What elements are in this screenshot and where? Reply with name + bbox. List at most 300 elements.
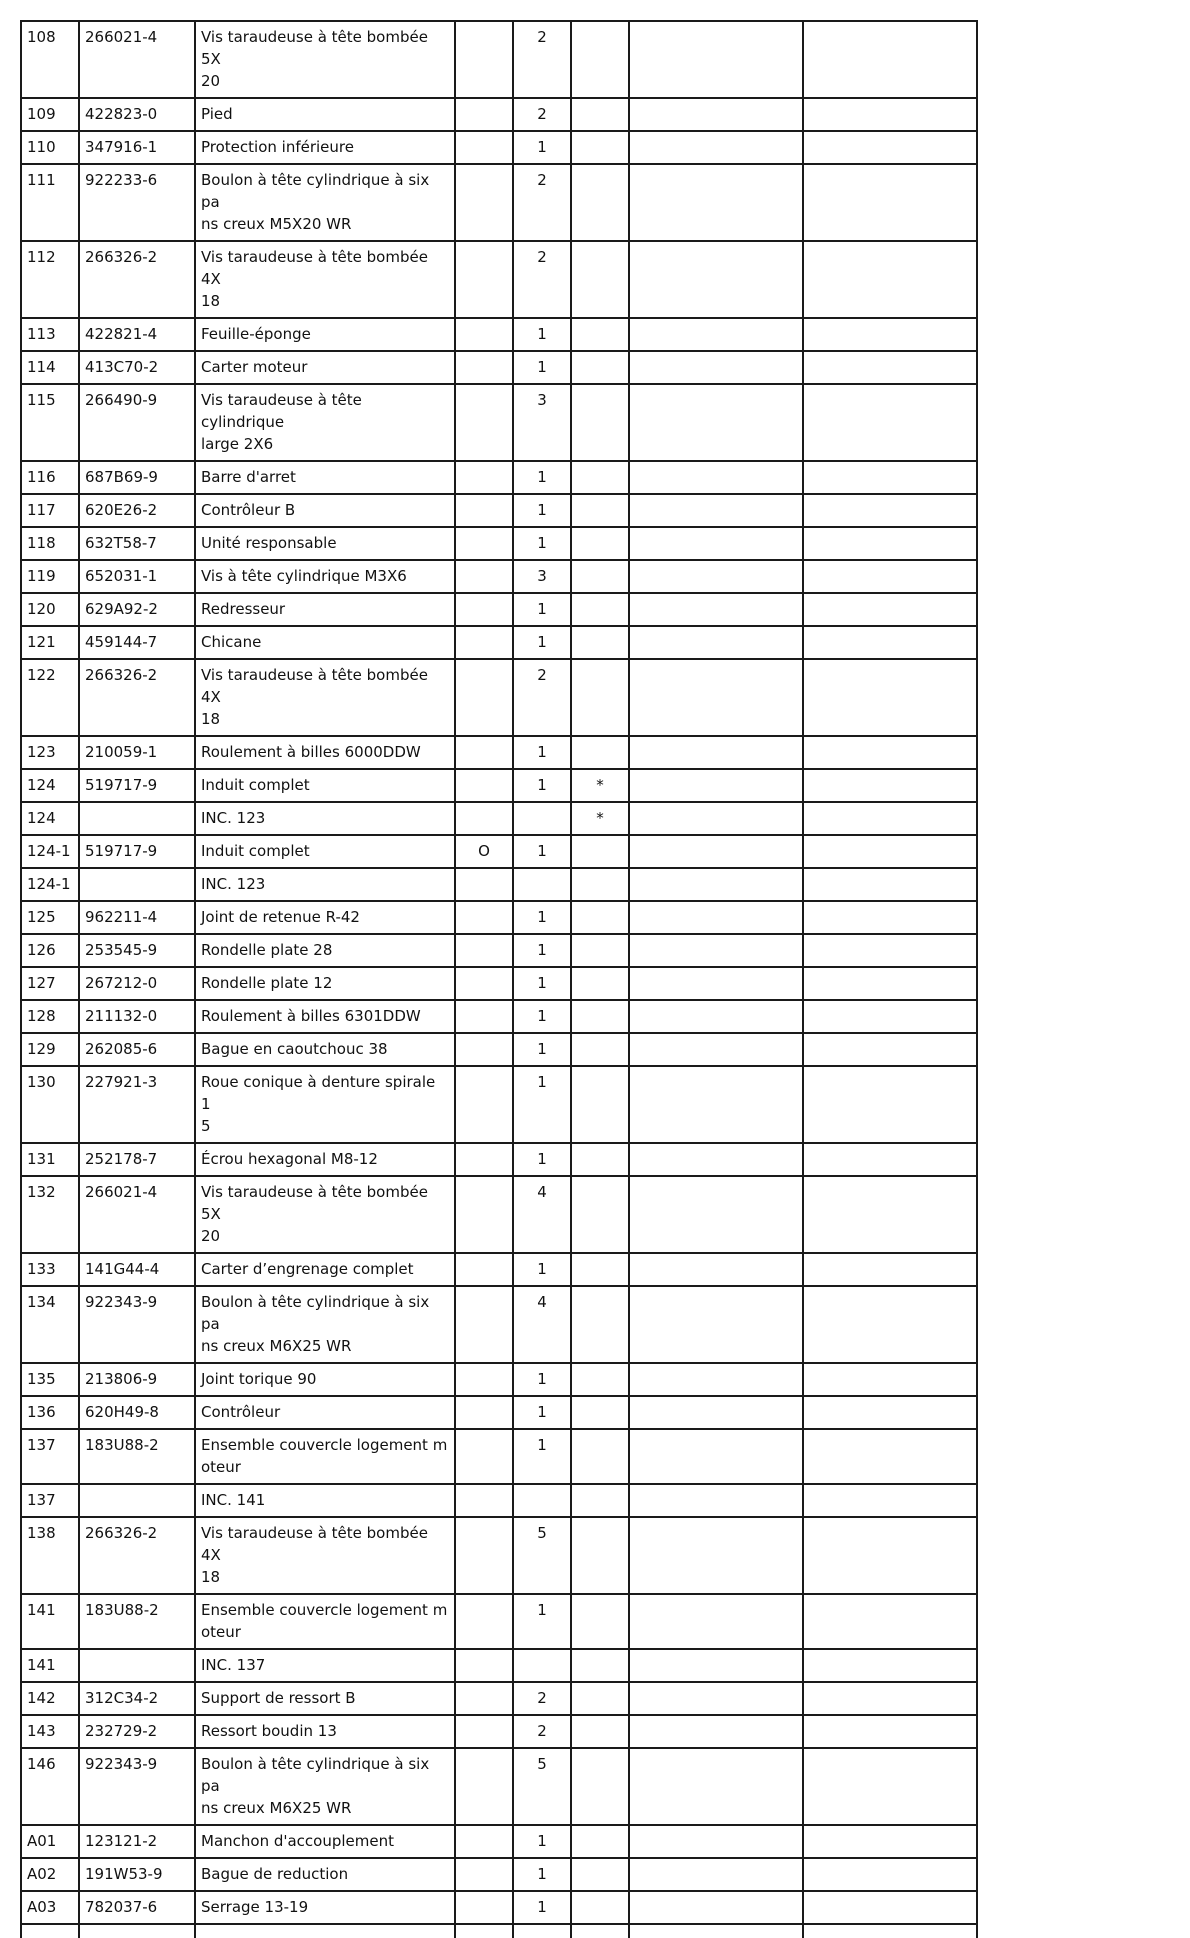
- note-mark-cell: [571, 868, 629, 901]
- option-cell: [455, 1286, 513, 1363]
- table-row: [21, 1363, 977, 1396]
- part-reference-cell: [79, 868, 195, 901]
- blank-cell: [629, 21, 803, 98]
- description-cell: Feuille-éponge: [195, 318, 455, 351]
- note-mark-cell: [571, 494, 629, 527]
- part-reference-cell: 782037-6: [79, 1891, 195, 1924]
- description-cell: Roue conique à denture spirale 1 5: [195, 1066, 455, 1143]
- table-row: [21, 1594, 977, 1649]
- option-cell: [455, 164, 513, 241]
- item-number-cell: 115: [21, 384, 79, 461]
- part-reference-cell: 922343-9: [79, 1286, 195, 1363]
- blank-cell: [803, 1143, 977, 1176]
- item-number-cell: 113: [21, 318, 79, 351]
- option-cell: [455, 901, 513, 934]
- part-reference-cell: 253545-9: [79, 934, 195, 967]
- table-row: [21, 1715, 977, 1748]
- quantity-cell: 1: [513, 1858, 571, 1891]
- description-cell: Boulon à tête cylindrique à six pa ns creux M6X25 WR: [195, 1286, 455, 1363]
- quantity-cell: 4: [513, 1176, 571, 1253]
- table-row: [21, 241, 977, 318]
- blank-cell: [803, 1825, 977, 1858]
- item-number-cell: 127: [21, 967, 79, 1000]
- part-reference-cell: 620H49-8: [79, 1396, 195, 1429]
- blank-cell: [803, 1858, 977, 1891]
- note-mark-cell: [571, 241, 629, 318]
- blank-cell: [803, 868, 977, 901]
- quantity-cell: 3: [513, 384, 571, 461]
- quantity-cell: 2: [513, 98, 571, 131]
- blank-cell: [455, 1924, 513, 1938]
- blank-cell: [803, 1594, 977, 1649]
- quantity-cell: 1: [513, 1594, 571, 1649]
- blank-cell: [803, 131, 977, 164]
- item-number-cell: 128: [21, 1000, 79, 1033]
- blank-cell: [629, 241, 803, 318]
- blank-cell: [803, 351, 977, 384]
- blank-cell: [803, 494, 977, 527]
- description-cell: Protection inférieure: [195, 131, 455, 164]
- description-cell: INC. 123: [195, 868, 455, 901]
- item-number-cell: A01: [21, 1825, 79, 1858]
- description-cell: Chicane: [195, 626, 455, 659]
- option-cell: [455, 1594, 513, 1649]
- option-cell: [455, 769, 513, 802]
- part-reference-cell: 620E26-2: [79, 494, 195, 527]
- part-reference-cell: 266326-2: [79, 659, 195, 736]
- part-reference-cell: 183U88-2: [79, 1594, 195, 1649]
- option-cell: [455, 1649, 513, 1682]
- item-number-cell: 146: [21, 1748, 79, 1825]
- item-number-cell: 123: [21, 736, 79, 769]
- blank-cell: [629, 1286, 803, 1363]
- item-number-cell: 132: [21, 1176, 79, 1253]
- blank-cell: [629, 1682, 803, 1715]
- description-cell: Support de ressort B: [195, 1682, 455, 1715]
- blank-cell: [629, 1715, 803, 1748]
- option-cell: [455, 1715, 513, 1748]
- blank-cell: [629, 527, 803, 560]
- item-number-cell: 142: [21, 1682, 79, 1715]
- table-row: [21, 1682, 977, 1715]
- part-reference-cell: 422823-0: [79, 98, 195, 131]
- table-row: [21, 1517, 977, 1594]
- quantity-cell: 1: [513, 626, 571, 659]
- description-cell: Rondelle plate 12: [195, 967, 455, 1000]
- note-mark-cell: [571, 736, 629, 769]
- option-cell: [455, 131, 513, 164]
- item-number-cell: 116: [21, 461, 79, 494]
- item-number-cell: 137: [21, 1484, 79, 1517]
- blank-cell: [629, 1253, 803, 1286]
- item-number-cell: 110: [21, 131, 79, 164]
- quantity-cell: 3: [513, 560, 571, 593]
- item-number-cell: 118: [21, 527, 79, 560]
- description-cell: Vis à tête cylindrique M3X6: [195, 560, 455, 593]
- note-mark-cell: [571, 1253, 629, 1286]
- note-mark-cell: [571, 1363, 629, 1396]
- description-cell: Induit complet: [195, 835, 455, 868]
- blank-cell: [803, 560, 977, 593]
- table-row: [21, 659, 977, 736]
- option-cell: [455, 1000, 513, 1033]
- blank-cell: [803, 1715, 977, 1748]
- blank-cell: [803, 736, 977, 769]
- note-mark-cell: *: [571, 769, 629, 802]
- part-reference-cell: 312C34-2: [79, 1682, 195, 1715]
- quantity-cell: 1: [513, 769, 571, 802]
- part-reference-cell: 211132-0: [79, 1000, 195, 1033]
- blank-cell: [629, 1891, 803, 1924]
- part-reference-cell: 922343-9: [79, 1748, 195, 1825]
- option-cell: [455, 1429, 513, 1484]
- table-row: [21, 868, 977, 901]
- description-cell: Écrou hexagonal M8-12: [195, 1143, 455, 1176]
- blank-cell: [803, 1253, 977, 1286]
- parts-table: [20, 20, 978, 1938]
- blank-cell: [629, 318, 803, 351]
- item-number-cell: 134: [21, 1286, 79, 1363]
- quantity-cell: 2: [513, 659, 571, 736]
- description-cell: Boulon à tête cylindrique à six pa ns creux M6X25 WR: [195, 1748, 455, 1825]
- description-cell: Carter d’engrenage complet: [195, 1253, 455, 1286]
- table-row-partial: [21, 1924, 977, 1938]
- blank-cell: [803, 1891, 977, 1924]
- blank-cell: [629, 1429, 803, 1484]
- part-reference-cell: 687B69-9: [79, 461, 195, 494]
- quantity-cell: 1: [513, 461, 571, 494]
- quantity-cell: 1: [513, 1363, 571, 1396]
- note-mark-cell: [571, 527, 629, 560]
- note-mark-cell: [571, 164, 629, 241]
- table-row: [21, 835, 977, 868]
- quantity-cell: 1: [513, 967, 571, 1000]
- blank-cell: [803, 1363, 977, 1396]
- option-cell: [455, 1176, 513, 1253]
- option-cell: [455, 351, 513, 384]
- item-number-cell: A02: [21, 1858, 79, 1891]
- item-number-cell: 109: [21, 98, 79, 131]
- note-mark-cell: [571, 626, 629, 659]
- option-cell: [455, 593, 513, 626]
- option-cell: [455, 1517, 513, 1594]
- table-row: [21, 21, 977, 98]
- note-mark-cell: [571, 461, 629, 494]
- blank-cell: [803, 164, 977, 241]
- item-number-cell: 135: [21, 1363, 79, 1396]
- description-cell: INC. 137: [195, 1649, 455, 1682]
- blank-cell: [629, 835, 803, 868]
- blank-cell: [803, 21, 977, 98]
- part-reference-cell: 459144-7: [79, 626, 195, 659]
- item-number-cell: 121: [21, 626, 79, 659]
- table-row: [21, 802, 977, 835]
- blank-cell: [629, 1066, 803, 1143]
- blank-cell: [629, 769, 803, 802]
- table-row: [21, 626, 977, 659]
- blank-cell: [803, 527, 977, 560]
- note-mark-cell: [571, 1649, 629, 1682]
- parts-list-page: [20, 20, 978, 1938]
- note-mark-cell: [571, 560, 629, 593]
- option-cell: [455, 1858, 513, 1891]
- blank-cell: [629, 560, 803, 593]
- blank-cell: [803, 1396, 977, 1429]
- part-reference-cell: 213806-9: [79, 1363, 195, 1396]
- description-cell: Rondelle plate 28: [195, 934, 455, 967]
- table-row: [21, 318, 977, 351]
- description-cell: Bague en caoutchouc 38: [195, 1033, 455, 1066]
- note-mark-cell: [571, 901, 629, 934]
- table-row: [21, 1286, 977, 1363]
- table-row: [21, 1143, 977, 1176]
- description-cell: Contrôleur: [195, 1396, 455, 1429]
- note-mark-cell: [571, 351, 629, 384]
- table-row: [21, 1396, 977, 1429]
- item-number-cell: 122: [21, 659, 79, 736]
- blank-cell: [629, 1924, 803, 1938]
- quantity-cell: 1: [513, 1033, 571, 1066]
- note-mark-cell: [571, 1682, 629, 1715]
- item-number-cell: 117: [21, 494, 79, 527]
- note-mark-cell: [571, 1715, 629, 1748]
- part-reference-cell: 232729-2: [79, 1715, 195, 1748]
- blank-cell: [629, 98, 803, 131]
- part-reference-cell: 183U88-2: [79, 1429, 195, 1484]
- part-reference-cell: [79, 1649, 195, 1682]
- quantity-cell: 4: [513, 1286, 571, 1363]
- option-cell: [455, 868, 513, 901]
- blank-cell: [803, 1000, 977, 1033]
- table-row: [21, 769, 977, 802]
- blank-cell: [629, 494, 803, 527]
- blank-cell: [803, 1682, 977, 1715]
- description-cell: Joint de retenue R-42: [195, 901, 455, 934]
- quantity-cell: [513, 802, 571, 835]
- blank-cell: [629, 1176, 803, 1253]
- description-cell: Carter moteur: [195, 351, 455, 384]
- description-cell: INC. 141: [195, 1484, 455, 1517]
- item-number-cell: 141: [21, 1649, 79, 1682]
- description-cell: INC. 123: [195, 802, 455, 835]
- note-mark-cell: [571, 1484, 629, 1517]
- item-number-cell: 138: [21, 1517, 79, 1594]
- description-cell: Vis taraudeuse à tête bombée 5X 20: [195, 21, 455, 98]
- note-mark-cell: [571, 1066, 629, 1143]
- item-number-cell: A03: [21, 1891, 79, 1924]
- blank-cell: [629, 461, 803, 494]
- option-cell: [455, 1363, 513, 1396]
- quantity-cell: 1: [513, 1066, 571, 1143]
- item-number-cell: 133: [21, 1253, 79, 1286]
- table-row: [21, 967, 977, 1000]
- blank-cell: [79, 1924, 195, 1938]
- note-mark-cell: [571, 1396, 629, 1429]
- blank-cell: [629, 164, 803, 241]
- part-reference-cell: 922233-6: [79, 164, 195, 241]
- note-mark-cell: [571, 1286, 629, 1363]
- item-number-cell: 136: [21, 1396, 79, 1429]
- quantity-cell: 1: [513, 1891, 571, 1924]
- blank-cell: [803, 1748, 977, 1825]
- table-row: [21, 1033, 977, 1066]
- quantity-cell: 1: [513, 494, 571, 527]
- note-mark-cell: [571, 1429, 629, 1484]
- description-cell: Ensemble couvercle logement m oteur: [195, 1594, 455, 1649]
- part-reference-cell: 962211-4: [79, 901, 195, 934]
- blank-cell: [571, 1924, 629, 1938]
- description-cell: Vis taraudeuse à tête bombée 4X 18: [195, 1517, 455, 1594]
- part-reference-cell: 266326-2: [79, 241, 195, 318]
- quantity-cell: 5: [513, 1748, 571, 1825]
- option-cell: [455, 527, 513, 560]
- option-cell: [455, 934, 513, 967]
- blank-cell: [513, 1924, 571, 1938]
- part-reference-cell: 413C70-2: [79, 351, 195, 384]
- item-number-cell: 141: [21, 1594, 79, 1649]
- blank-cell: [629, 1033, 803, 1066]
- quantity-cell: 1: [513, 1143, 571, 1176]
- option-cell: [455, 1143, 513, 1176]
- part-reference-cell: 252178-7: [79, 1143, 195, 1176]
- description-cell: Induit complet: [195, 769, 455, 802]
- quantity-cell: 1: [513, 1396, 571, 1429]
- option-cell: [455, 384, 513, 461]
- blank-cell: [803, 1429, 977, 1484]
- blank-cell: [803, 318, 977, 351]
- note-mark-cell: [571, 1748, 629, 1825]
- blank-cell: [629, 131, 803, 164]
- blank-cell: [629, 1517, 803, 1594]
- blank-cell: [803, 1066, 977, 1143]
- quantity-cell: 1: [513, 1253, 571, 1286]
- part-reference-cell: 266021-4: [79, 1176, 195, 1253]
- blank-cell: [803, 1517, 977, 1594]
- option-cell: [455, 1253, 513, 1286]
- blank-cell: [629, 901, 803, 934]
- quantity-cell: 1: [513, 131, 571, 164]
- quantity-cell: 2: [513, 21, 571, 98]
- option-cell: [455, 967, 513, 1000]
- blank-cell: [803, 98, 977, 131]
- option-cell: [455, 98, 513, 131]
- option-cell: [455, 1825, 513, 1858]
- quantity-cell: 1: [513, 1429, 571, 1484]
- option-cell: O: [455, 835, 513, 868]
- item-number-cell: 124: [21, 769, 79, 802]
- description-cell: Pied: [195, 98, 455, 131]
- blank-cell: [803, 1924, 977, 1938]
- blank-cell: [629, 1649, 803, 1682]
- option-cell: [455, 1891, 513, 1924]
- note-mark-cell: [571, 1143, 629, 1176]
- part-reference-cell: 267212-0: [79, 967, 195, 1000]
- blank-cell: [803, 934, 977, 967]
- option-cell: [455, 1682, 513, 1715]
- table-row: [21, 1858, 977, 1891]
- description-cell: Contrôleur B: [195, 494, 455, 527]
- blank-cell: [803, 384, 977, 461]
- blank-cell: [803, 659, 977, 736]
- part-reference-cell: 141G44-4: [79, 1253, 195, 1286]
- quantity-cell: 1: [513, 835, 571, 868]
- description-cell: Roulement à billes 6000DDW: [195, 736, 455, 769]
- part-reference-cell: 629A92-2: [79, 593, 195, 626]
- note-mark-cell: [571, 1891, 629, 1924]
- quantity-cell: 1: [513, 593, 571, 626]
- part-reference-cell: 191W53-9: [79, 1858, 195, 1891]
- item-number-cell: 130: [21, 1066, 79, 1143]
- description-cell: Vis taraudeuse à tête bombée 4X 18: [195, 241, 455, 318]
- item-number-cell: 112: [21, 241, 79, 318]
- blank-cell: [803, 1649, 977, 1682]
- blank-cell: [803, 1286, 977, 1363]
- item-number-cell: 126: [21, 934, 79, 967]
- blank-cell: [803, 901, 977, 934]
- option-cell: [455, 461, 513, 494]
- description-cell: Vis taraudeuse à tête bombée 4X 18: [195, 659, 455, 736]
- item-number-cell: 124-1: [21, 835, 79, 868]
- note-mark-cell: [571, 98, 629, 131]
- item-number-cell: 124: [21, 802, 79, 835]
- blank-cell: [629, 1858, 803, 1891]
- option-cell: [455, 560, 513, 593]
- option-cell: [455, 802, 513, 835]
- quantity-cell: 1: [513, 527, 571, 560]
- description-cell: Barre d'arret: [195, 461, 455, 494]
- item-number-cell: 119: [21, 560, 79, 593]
- part-reference-cell: 347916-1: [79, 131, 195, 164]
- description-cell: Serrage 13-19: [195, 1891, 455, 1924]
- part-reference-cell: 266326-2: [79, 1517, 195, 1594]
- blank-cell: [803, 461, 977, 494]
- blank-cell: [629, 1143, 803, 1176]
- option-cell: [455, 21, 513, 98]
- option-cell: [455, 626, 513, 659]
- blank-cell: [803, 835, 977, 868]
- part-reference-cell: 227921-3: [79, 1066, 195, 1143]
- part-reference-cell: 632T58-7: [79, 527, 195, 560]
- blank-cell: [629, 1594, 803, 1649]
- option-cell: [455, 1484, 513, 1517]
- option-cell: [455, 494, 513, 527]
- blank-cell: [803, 626, 977, 659]
- item-number-cell: 108: [21, 21, 79, 98]
- quantity-cell: 1: [513, 934, 571, 967]
- table-row: [21, 527, 977, 560]
- item-number-cell: 129: [21, 1033, 79, 1066]
- table-row: [21, 1066, 977, 1143]
- table-row: [21, 1748, 977, 1825]
- part-reference-cell: [79, 1484, 195, 1517]
- description-cell: Vis taraudeuse à tête cylindrique large 2X6: [195, 384, 455, 461]
- table-row: [21, 461, 977, 494]
- quantity-cell: 2: [513, 241, 571, 318]
- table-row: [21, 1825, 977, 1858]
- table-row: [21, 593, 977, 626]
- blank-cell: [629, 659, 803, 736]
- table-row: [21, 1429, 977, 1484]
- quantity-cell: [513, 1484, 571, 1517]
- note-mark-cell: [571, 21, 629, 98]
- part-reference-cell: 266490-9: [79, 384, 195, 461]
- quantity-cell: 1: [513, 1825, 571, 1858]
- blank-cell: [629, 868, 803, 901]
- quantity-cell: 5: [513, 1517, 571, 1594]
- item-number-cell: 114: [21, 351, 79, 384]
- blank-cell: [629, 934, 803, 967]
- item-number-cell: 124-1: [21, 868, 79, 901]
